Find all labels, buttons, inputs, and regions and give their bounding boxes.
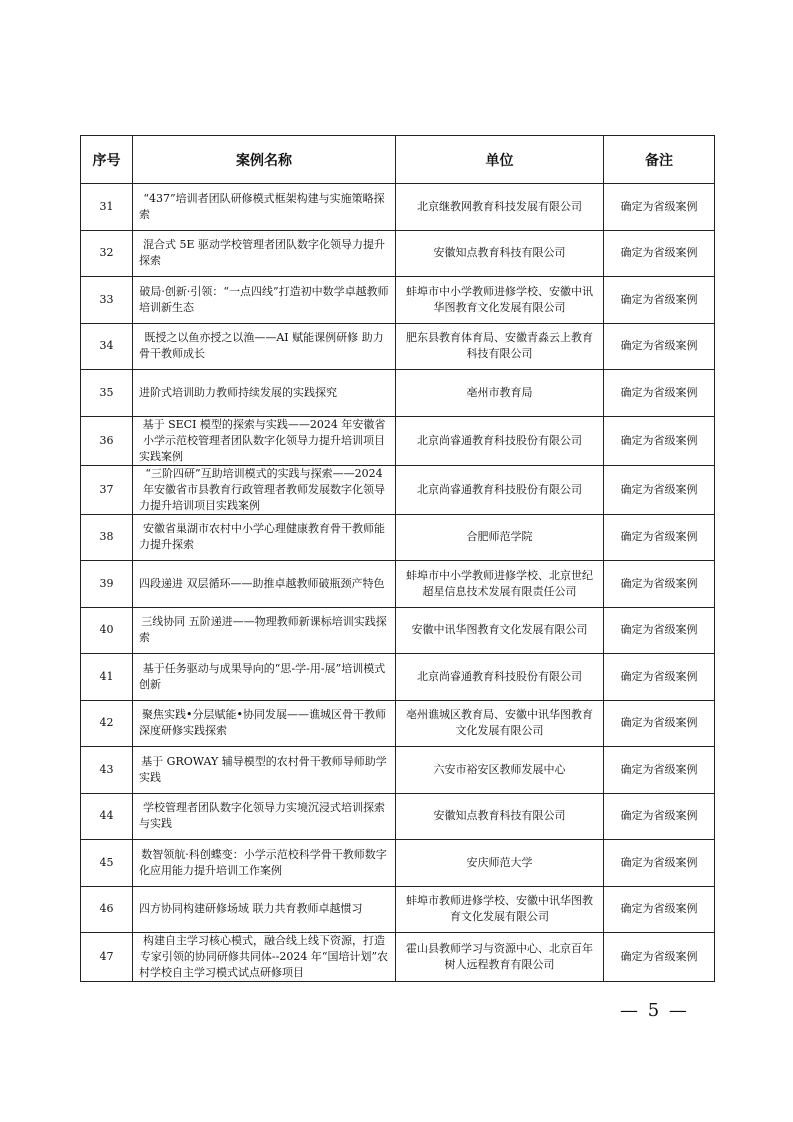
case-name: 既授之以鱼亦授之以渔——AI 赋能课例研修 助力骨干教师成长: [133, 323, 396, 370]
case-name: “三阶四研”互助培训模式的实践与探索——2024 年安徽省市县教育行政管理者教师发展数字化领导力提升培训项目实践案例: [133, 465, 396, 514]
case-note: 确定为省级案例: [604, 793, 715, 840]
row-number: 43: [81, 747, 133, 794]
case-unit: 六安市裕安区教师发展中心: [396, 747, 604, 794]
case-table: [80, 135, 715, 982]
case-note: 确定为省级案例: [604, 230, 715, 277]
case-unit: 北京尚睿通教育科技股份有限公司: [396, 654, 604, 701]
case-note: 确定为省级案例: [604, 370, 715, 417]
table-row: [81, 607, 715, 654]
row-number: 39: [81, 561, 133, 608]
row-number: 47: [81, 933, 133, 982]
table-row: [81, 370, 715, 417]
header-no: 序号: [81, 136, 133, 184]
case-note: 确定为省级案例: [604, 561, 715, 608]
case-note: 确定为省级案例: [604, 465, 715, 514]
case-note: 确定为省级案例: [604, 323, 715, 370]
case-unit: 合肥师范学院: [396, 514, 604, 561]
case-note: 确定为省级案例: [604, 840, 715, 887]
header-name: 案例名称: [133, 136, 396, 184]
case-unit: 北京继教网教育科技发展有限公司: [396, 184, 604, 231]
case-unit: 蚌埠市中小学教师进修学校、安徽中讯华图教育文化发展有限公司: [396, 277, 604, 324]
case-name: 构建自主学习核心模式，融合线上线下资源，打造专家引领的协同研修共同体--2024 年“国培计划”农村学校自主学习模式试点研修项目: [133, 933, 396, 982]
case-name: 基于 GROWAY 辅导模型的农村骨干教师导师助学实践: [133, 747, 396, 794]
table-row: [81, 514, 715, 561]
table-row: [81, 184, 715, 231]
row-number: 44: [81, 793, 133, 840]
row-number: 36: [81, 416, 133, 465]
case-unit: 亳州市教育局: [396, 370, 604, 417]
table-row: [81, 465, 715, 514]
case-unit: 蚌埠市教师进修学校、安徽中讯华图教育文化发展有限公司: [396, 886, 604, 933]
case-name: 数智领航·科创蝶变：小学示范校科学骨干教师数字化应用能力提升培训工作案例: [133, 840, 396, 887]
table-row: [81, 654, 715, 701]
case-name: 三线协同 五阶递进——物理教师新课标培训实践探索: [133, 607, 396, 654]
table-row: [81, 840, 715, 887]
row-number: 37: [81, 465, 133, 514]
header-unit: 单位: [396, 136, 604, 184]
case-name: 四方协同构建研修场域 联力共育教师卓越惯习: [133, 886, 396, 933]
row-number: 38: [81, 514, 133, 561]
case-note: 确定为省级案例: [604, 514, 715, 561]
case-name: 基于任务驱动与成果导向的“思-学-用-展”培训模式创新: [133, 654, 396, 701]
row-number: 34: [81, 323, 133, 370]
row-number: 40: [81, 607, 133, 654]
case-name: 四段递进 双层循环——助推卓越教师破瓶颈产特色: [133, 561, 396, 608]
case-note: 确定为省级案例: [604, 607, 715, 654]
case-note: 确定为省级案例: [604, 933, 715, 982]
page-number: — 5 —: [620, 1000, 689, 1021]
row-number: 42: [81, 700, 133, 747]
case-note: 确定为省级案例: [604, 654, 715, 701]
table-row: [81, 700, 715, 747]
case-note: 确定为省级案例: [604, 700, 715, 747]
case-note: 确定为省级案例: [604, 277, 715, 324]
case-unit: 北京尚睿通教育科技股份有限公司: [396, 465, 604, 514]
table-row: [81, 933, 715, 982]
case-name: 进阶式培训助力教师持续发展的实践探究: [133, 370, 396, 417]
table-header-row: [81, 136, 715, 184]
header-note: 备注: [604, 136, 715, 184]
table-row: [81, 561, 715, 608]
case-unit: 亳州谯城区教育局、安徽中讯华图教育文化发展有限公司: [396, 700, 604, 747]
case-unit: 安庆师范大学: [396, 840, 604, 887]
table-row: [81, 416, 715, 465]
table-row: [81, 886, 715, 933]
row-number: 46: [81, 886, 133, 933]
case-unit: 蚌埠市中小学教师进修学校、北京世纪超星信息技术发展有限责任公司: [396, 561, 604, 608]
case-note: 确定为省级案例: [604, 747, 715, 794]
row-number: 33: [81, 277, 133, 324]
table-row: [81, 323, 715, 370]
case-unit: 肥东县教育体育局、安徽青淼云上教育科技有限公司: [396, 323, 604, 370]
table-row: [81, 747, 715, 794]
row-number: 32: [81, 230, 133, 277]
row-number: 45: [81, 840, 133, 887]
case-note: 确定为省级案例: [604, 886, 715, 933]
case-name: 学校管理者团队数字化领导力实境沉浸式培训探索与实践: [133, 793, 396, 840]
row-number: 41: [81, 654, 133, 701]
case-unit: 安徽知点教育科技有限公司: [396, 230, 604, 277]
case-unit: 霍山县教师学习与资源中心、北京百年树人远程教育有限公司: [396, 933, 604, 982]
case-unit: 安徽知点教育科技有限公司: [396, 793, 604, 840]
case-name: “437”培训者团队研修模式框架构建与实施策略探索: [133, 184, 396, 231]
case-name: 聚焦实践•分层赋能•协同发展——谯城区骨干教师深度研修实践探索: [133, 700, 396, 747]
case-unit: 安徽中讯华图教育文化发展有限公司: [396, 607, 604, 654]
table-row: [81, 793, 715, 840]
case-note: 确定为省级案例: [604, 184, 715, 231]
table-row: [81, 230, 715, 277]
case-name: 基于 SECI 模型的探索与实践——2024 年安徽省小学示范校管理者团队数字化领导力提升培训项目实践案例: [133, 416, 396, 465]
case-name: 安徽省巢湖市农村中小学心理健康教育骨干教师能力提升探索: [133, 514, 396, 561]
case-unit: 北京尚睿通教育科技股份有限公司: [396, 416, 604, 465]
row-number: 35: [81, 370, 133, 417]
case-name: 混合式 5E 驱动学校管理者团队数字化领导力提升探索: [133, 230, 396, 277]
case-note: 确定为省级案例: [604, 416, 715, 465]
case-name: 破局·创新·引领：“一点四线”打造初中数学卓越教师培训新生态: [133, 277, 396, 324]
row-number: 31: [81, 184, 133, 231]
table-row: [81, 277, 715, 324]
